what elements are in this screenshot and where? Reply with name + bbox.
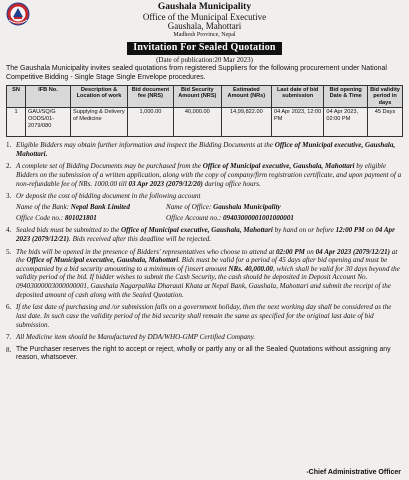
bank-details-row-2	[6, 214, 403, 223]
clause-1	[6, 141, 403, 158]
column-header: Bid validity period in days	[368, 85, 403, 107]
intro-paragraph: The Gaushala Municipality invites sealed quotations from registered Suppliers for the following procurement under National Competitive Bidding - Single Stage Single Envelope procedures.	[6, 64, 387, 81]
column-header: IFB No.	[26, 85, 71, 107]
office-name-field: Name of Office: Gaushala Municipality	[166, 202, 281, 211]
org-name: Gaushala Municipality	[157, 2, 252, 12]
clause-5	[6, 248, 403, 300]
table-cell: 1,000.00	[128, 108, 174, 137]
clause-8	[6, 346, 403, 363]
table-cell: 04 Apr 2023, 02:00 PM	[324, 108, 368, 137]
clause-number: 7.	[6, 333, 12, 342]
clause-6	[6, 303, 403, 329]
table-cell: GAU/SQ/G OODS/01-2079/080	[26, 108, 71, 137]
clause-text: All Medicine item should be Manufactured by DDA/WHO-GMP Certified Company.	[16, 333, 256, 342]
bank-details-row-1	[6, 203, 403, 212]
clause-number: 2.	[6, 162, 12, 171]
bank-name: Name of the Bank: Nepal Bank Limited	[16, 202, 130, 211]
table-cell: 40,000.00	[173, 108, 221, 137]
clause-text: The Purchaser reserves the right to accept or reject, wholly or partly any or all the Sealed Quotations without assigning any reason, whatsoever.	[16, 345, 391, 362]
clause-number: 6.	[6, 303, 12, 312]
province-line: Madhesh Province, Nepal	[173, 31, 236, 38]
column-header: SN	[7, 85, 26, 107]
clause-number: 1.	[6, 141, 12, 150]
clause-number: 5.	[6, 247, 12, 256]
publication-date: (Date of publication:20 Mar 2023)	[156, 55, 253, 64]
office-code: Office Code no.: 801021801	[16, 213, 97, 222]
office-location: Gaushala, Mahottari	[167, 21, 242, 32]
clause-text: Eligible Bidders may obtain further information and inspect the Bidding Documents at the Office of Municipal executive, Gaushala, Mahottari.	[16, 141, 396, 158]
clause-3	[6, 192, 403, 201]
clause-4	[6, 226, 403, 243]
office-account: Office Account no.: 09403000001001000001	[166, 213, 294, 222]
table-cell: 1	[7, 108, 26, 137]
clause-text: Or deposit the cost of bidding document in the following account	[16, 192, 201, 201]
table-header-row	[7, 85, 403, 107]
signature-line: -Chief Administrative Officer	[306, 469, 401, 476]
clause-text: Sealed bids must be submitted to the Office of Municipal executive, Gaushala, Mahottari by hand on or before 12:00 PM on 04 Apr 2023 (2079/12/21). Bids received after this deadline will be rejected.	[16, 226, 395, 243]
clause-text: A complete set of Bidding Documents may be purchased from the Office of Municipal executive, Gaushala, Mahottari by eligible Bidders on the submission of a written application, along with the copy of company/firm registration certificate, and upon payment of a non-refundable fee of NRs. 1000.00 till 03 Apr 2023 (2079/12/20) during office hours.	[16, 162, 402, 188]
table-cell: 04 Apr 2023, 12:00 PM	[271, 108, 323, 137]
table-row	[7, 108, 403, 137]
letterhead	[6, 3, 403, 55]
column-header: Bid opening Date & Time	[324, 85, 368, 107]
clause-number: 8.	[6, 345, 12, 354]
notice-title: Invitation For Sealed Quotation	[127, 42, 281, 55]
clause-number: 3.	[6, 192, 12, 201]
procurement-table	[6, 85, 403, 137]
clause-number: 4.	[6, 226, 12, 235]
table-cell: 14,99,822.00	[221, 108, 271, 137]
table-cell: Supplying & Delivery of Medicine	[71, 108, 128, 137]
table-cell: 45 Days	[368, 108, 403, 137]
clause-2	[6, 162, 403, 188]
column-header: Bid Security Amount (NRS)	[173, 85, 221, 107]
column-header: Bid document fee (NRS)	[128, 85, 174, 107]
clause-7	[6, 333, 403, 342]
column-header: Last date of bid submission	[271, 85, 323, 107]
office-name: Office of the Municipal Executive	[142, 11, 267, 22]
clause-text: If the last date of purchasing and /or submission falls on a government holiday, then the next working day shall be considered as the last date. In such case the validity period of the bid security shall remain the same as specified for the original last date of bid submission.	[16, 303, 392, 329]
column-header: Description & Location of work	[71, 85, 128, 107]
column-header: Estimated Amount (NRs)	[221, 85, 271, 107]
clause-text: The bids will be opened in the presence of Bidders' representatives who choose to attend at 02:00 PM on 04 Apr 2023 (2079/12/21) at the Office of Municipal executive, Gaushala, Mahottari. Bids must be valid for a period of 45 days after bid opening and must be accompanied by a bid security amounting to a minimum of [insert amount NRs. 40,000.00, which shall be valid for 30 days beyond the validity period of the bid. If bidder wishes to submit the Cash Security, the cash should be deposited in Deposit Account No. 09403000003000000001, Gaushala Nagarpalika Dharauti Khata at Nepal Bank, Gaushala, Mahottari and submit the receipt of the deposited amount of cash along with the Sealed Quotation.	[16, 247, 400, 299]
notice-clauses	[6, 141, 403, 363]
government-emblem-icon	[6, 2, 30, 26]
